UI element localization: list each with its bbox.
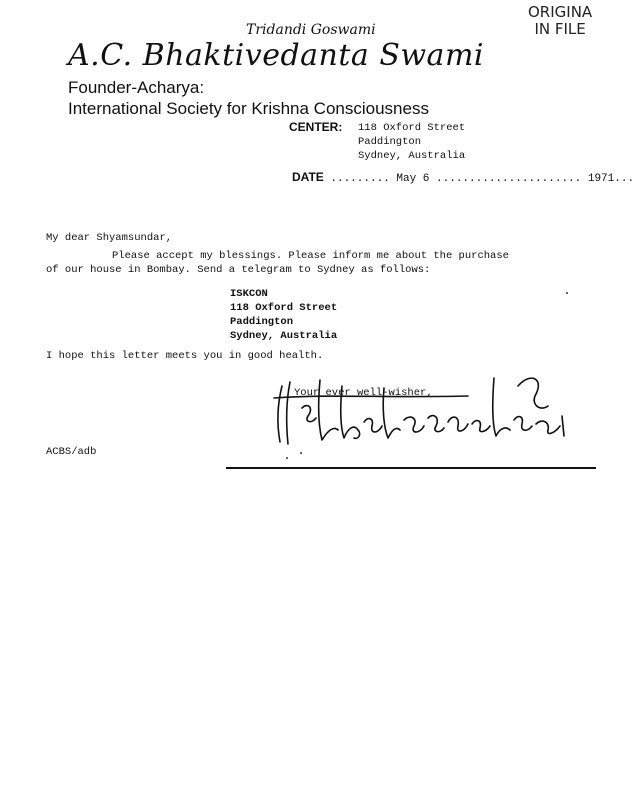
archive-stamp	[528, 4, 592, 38]
center-address-line: Sydney, Australia	[358, 150, 466, 162]
scan-speck	[300, 452, 302, 454]
letterhead-society: International Society for Krishna Consciousness	[68, 99, 429, 118]
telegram-line: 118 Oxford Street	[230, 302, 338, 314]
signature-rule	[226, 467, 596, 469]
letterhead-name: A.C. Bhaktivedanta Swami	[68, 38, 484, 73]
handwritten-signature	[268, 368, 574, 450]
stamp-line-1: ORIGINA	[528, 3, 593, 21]
center-address-line: Paddington	[358, 136, 422, 148]
center-label: CENTER:	[289, 120, 343, 134]
center-address	[358, 121, 465, 163]
date-dots: ......................	[429, 173, 588, 185]
date-value: May 6	[396, 173, 430, 185]
signoff: Your ever well-wisher,	[294, 387, 433, 399]
reference-initials: ACBS/adb	[46, 446, 97, 458]
date-row	[292, 170, 634, 185]
letterhead-role: Founder-Acharya:	[68, 78, 205, 97]
telegram-line: Sydney, Australia	[230, 330, 338, 342]
stamp-line-2: IN FILE	[534, 20, 586, 38]
scan-speck	[566, 292, 568, 294]
telegram-line: Paddington	[230, 316, 294, 328]
closing-line: I hope this letter meets you in good health.	[46, 350, 324, 362]
scan-speck	[286, 457, 288, 459]
body-line-2: of our house in Bombay. Send a telegram to Sydney as follows:	[46, 264, 431, 276]
date-label: DATE	[292, 170, 324, 184]
telegram-address	[230, 287, 337, 343]
date-dots: ...	[614, 173, 634, 185]
telegram-line: ISKCON	[230, 288, 268, 300]
salutation: My dear Shyamsundar,	[46, 232, 173, 244]
date-year: 1971	[587, 173, 615, 185]
body-line-1: Please accept my blessings. Please inform me about the purchase	[112, 250, 509, 262]
center-address-line: 118 Oxford Street	[358, 122, 466, 134]
letterhead-title: Tridandi Goswami	[246, 22, 376, 38]
date-dots: .........	[323, 173, 397, 185]
